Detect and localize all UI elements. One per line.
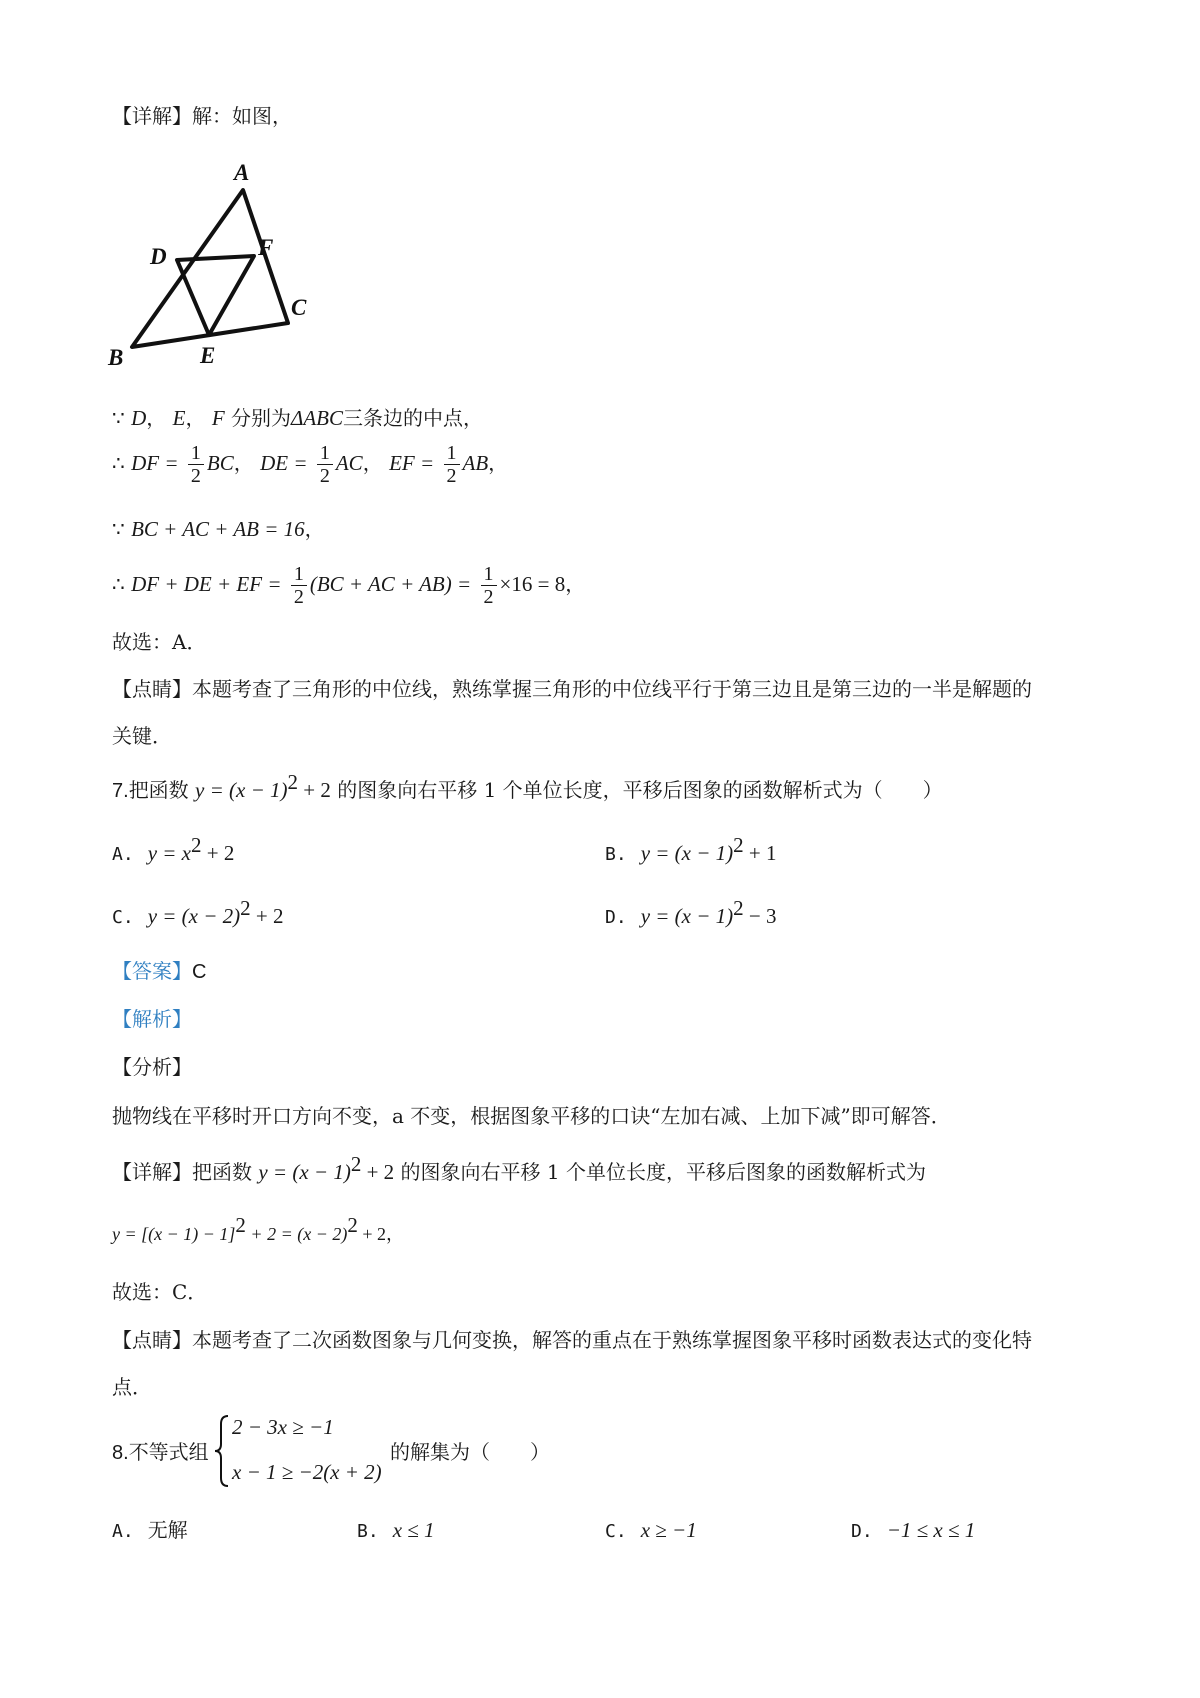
- label-a: A: [234, 160, 250, 185]
- answer-line: 【答案】C: [112, 959, 207, 983]
- comment-2-line-1: 【点睛】本题考查了二次函数图象与几何变换，解答的重点在于熟练掌握图象平移时函数表达式的变化特: [112, 1328, 1032, 1352]
- step-because-2: ∵ BC + AC + AB = 16，: [112, 517, 325, 541]
- detail-2-line-1: 【详解】把函数 $y = (x - 1)^2 + 2$ 的图象向右平移 1 个单位长度，平移后图象的函数解析式为: [112, 1152, 926, 1184]
- fraction-half: $\frac{1}{2}$: [188, 442, 204, 487]
- analysis-tag: 【解析】: [112, 1007, 192, 1031]
- q7-option-d[interactable]: D. $y = (x - 1)^2 - 3$: [605, 896, 777, 928]
- inequality-row-2: x − 1 ≥ −2(x + 2): [232, 1460, 382, 1484]
- q8-option-c[interactable]: C. x ≥ −1: [605, 1518, 697, 1542]
- fraction-half: $\frac{1}{2}$: [291, 563, 307, 608]
- brace-icon: [213, 1414, 231, 1488]
- detail-tag: 【详解】: [112, 104, 192, 128]
- label-e: E: [200, 343, 216, 368]
- fraction-half: $\frac{1}{2}$: [444, 442, 460, 487]
- fenxi-tag: 【分析】: [112, 1055, 192, 1079]
- step-therefore-1: ∴ DF = $\frac{1}{2}$ BC， DE = $\frac{1}{2}$ AC， EF = $\frac{1}{2}$ AB，: [112, 442, 509, 487]
- fenxi-text: 抛物线在平移时开口方向不变，a 不变，根据图象平移的口诀“左加右减、上加下减”即可解答．: [112, 1104, 951, 1128]
- triangle-figure: [100, 150, 360, 380]
- choose-answer-1: 故选：A．: [112, 630, 207, 654]
- fraction-half: $\frac{1}{2}$: [317, 442, 333, 487]
- label-f: F: [258, 235, 274, 260]
- choose-answer-2: 故选：C．: [112, 1280, 208, 1304]
- q8-option-a[interactable]: A. 无解: [112, 1518, 188, 1542]
- detail-header: [112, 102, 292, 130]
- question-8-tail: 的解集为（ ）: [390, 1440, 550, 1464]
- question-7: 7.把函数 $y = (x - 1)^2 + 2$ 的图象向右平移 1 个单位长度，平移后图象的函数解析式为（ ）: [112, 770, 943, 802]
- q8-option-d[interactable]: D. −1 ≤ x ≤ 1: [851, 1518, 976, 1542]
- step-because-1: ∵ D， E， F 分别为ΔABC三条边的中点，: [112, 406, 483, 430]
- q7-option-a[interactable]: A. $y = x^2 + 2$: [112, 833, 235, 865]
- detail-2-result: $y = [(x - 1) - 1]^2 + 2 = (x - 2)^2 + 2$，: [112, 1213, 404, 1245]
- label-d: D: [150, 244, 167, 269]
- step-therefore-2: ∴ DF + DE + EF = $\frac{1}{2}$ (BC + AC + AB) = $\frac{1}{2}$ ×16 = 8，: [112, 563, 586, 608]
- inequality-row-1: 2 − 3x ≥ −1: [232, 1415, 334, 1439]
- comment-1-line-1: 【点睛】本题考查了三角形的中位线，熟练掌握三角形的中位线平行于第三边且是第三边的一半是解题的: [112, 677, 1032, 701]
- fraction-half: $\frac{1}{2}$: [481, 563, 497, 608]
- comment-2-line-2: 点．: [112, 1375, 152, 1399]
- q7-option-b[interactable]: B. $y = (x - 1)^2 + 1$: [605, 833, 777, 865]
- q8-option-b[interactable]: B. x ≤ 1: [357, 1518, 435, 1542]
- comment-1-line-2: 关键．: [112, 724, 172, 748]
- question-8: 8.不等式组: [112, 1440, 209, 1464]
- label-c: C: [291, 295, 307, 320]
- label-b: B: [108, 345, 124, 370]
- q7-option-c[interactable]: C. $y = (x - 2)^2 + 2$: [112, 896, 284, 928]
- detail-text: 解：如图，: [192, 104, 292, 128]
